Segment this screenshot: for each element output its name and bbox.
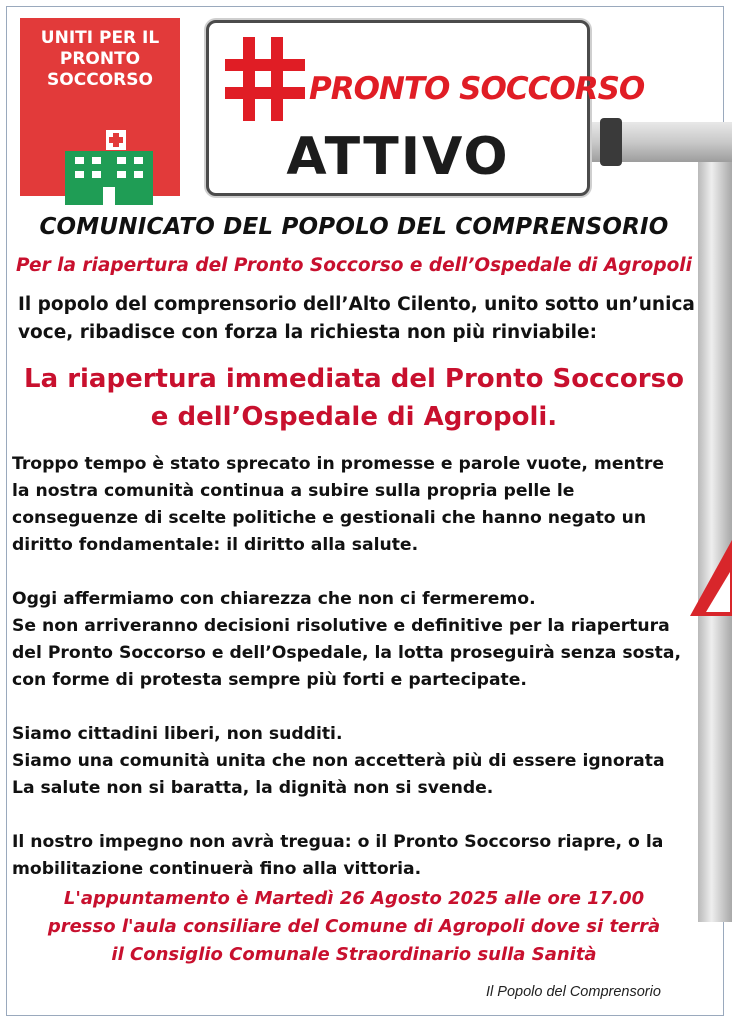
logo-line-2: PRONTO (59, 49, 141, 69)
warning-sign-inner (706, 572, 730, 612)
pronto-soccorso-sign (206, 20, 645, 196)
body-line: Siamo una comunità unita che non accetterà più di essere ignorata (12, 751, 665, 771)
logo (20, 18, 180, 196)
appointment-line: il Consiglio Comunale Straordinario sulla Sanità (111, 944, 597, 965)
red-cross-icon (225, 37, 305, 121)
body-line: Il nostro impegno non avrà tregua: o il Pronto Soccorso riapre, o la (12, 832, 664, 852)
sign-bracket (600, 118, 622, 166)
appointment-notice (14, 885, 694, 969)
page-title: COMUNICATO DEL POPOLO DEL COMPRENSORIO (39, 214, 669, 240)
body-line: Troppo tempo è stato sprecato in promesse e parole vuote, mentre (12, 454, 665, 474)
body-line: con forme di protesta sempre più forti e partecipate. (12, 670, 527, 690)
body-line: diritto fondamentale: il diritto alla salute. (12, 535, 419, 555)
body-text (12, 451, 681, 910)
paragraph (12, 586, 681, 694)
body-line: La salute non si baratta, la dignità non si svende. (12, 778, 494, 798)
sign-title: PRONTO SOCCORSO (309, 71, 645, 107)
paragraph (12, 829, 681, 883)
intro-line: Il popolo del comprensorio dell’Alto Cilento, unito sotto un’unica (18, 294, 695, 315)
logo-line-3: SOCCORSO (47, 70, 153, 90)
paragraph (12, 721, 681, 802)
appointment-line: presso l'aula consiliare del Comune di Agropoli dove si terrà (47, 916, 661, 937)
intro-line: voce, ribadisce con forza la richiesta non più rinviabile: (18, 322, 597, 343)
page-subtitle: Per la riapertura del Pronto Soccorso e dell’Ospedale di Agropoli (15, 255, 692, 276)
body-line: Se non arriveranno decisioni risolutive e definitive per la riapertura (12, 616, 670, 636)
sign-status: ATTIVO (286, 127, 510, 187)
logo-line-1: UNITI PER IL (40, 28, 160, 48)
hospital-building-icon (65, 151, 153, 205)
logo-text (20, 28, 180, 91)
body-line: mobilitazione continuerà fino alla vittoria. (12, 859, 422, 879)
body-line: Siamo cittadini liberi, non sudditi. (12, 724, 343, 744)
body-line: Oggi affermiamo con chiarezza che non ci fermeremo. (12, 589, 536, 609)
paragraph (12, 451, 681, 559)
body-line: del Pronto Soccorso e dell’Ospedale, la lotta proseguirà senza sosta, (12, 643, 681, 663)
body-line: la nostra comunità continua a subire sulla propria pelle le (12, 481, 575, 501)
logo-cross-icon (106, 130, 126, 150)
intro-text (18, 291, 695, 347)
appointment-line: L'appuntamento è Martedì 26 Agosto 2025 alle ore 17.00 (63, 888, 645, 909)
headline: La riapertura immediata del Pronto Soccorso e dell’Ospedale di Agropoli. (24, 364, 684, 432)
body-line: conseguenze di scelte politiche e gestionali che hanno negato un (12, 508, 647, 528)
signature: Il Popolo del Comprensorio (486, 984, 661, 1000)
